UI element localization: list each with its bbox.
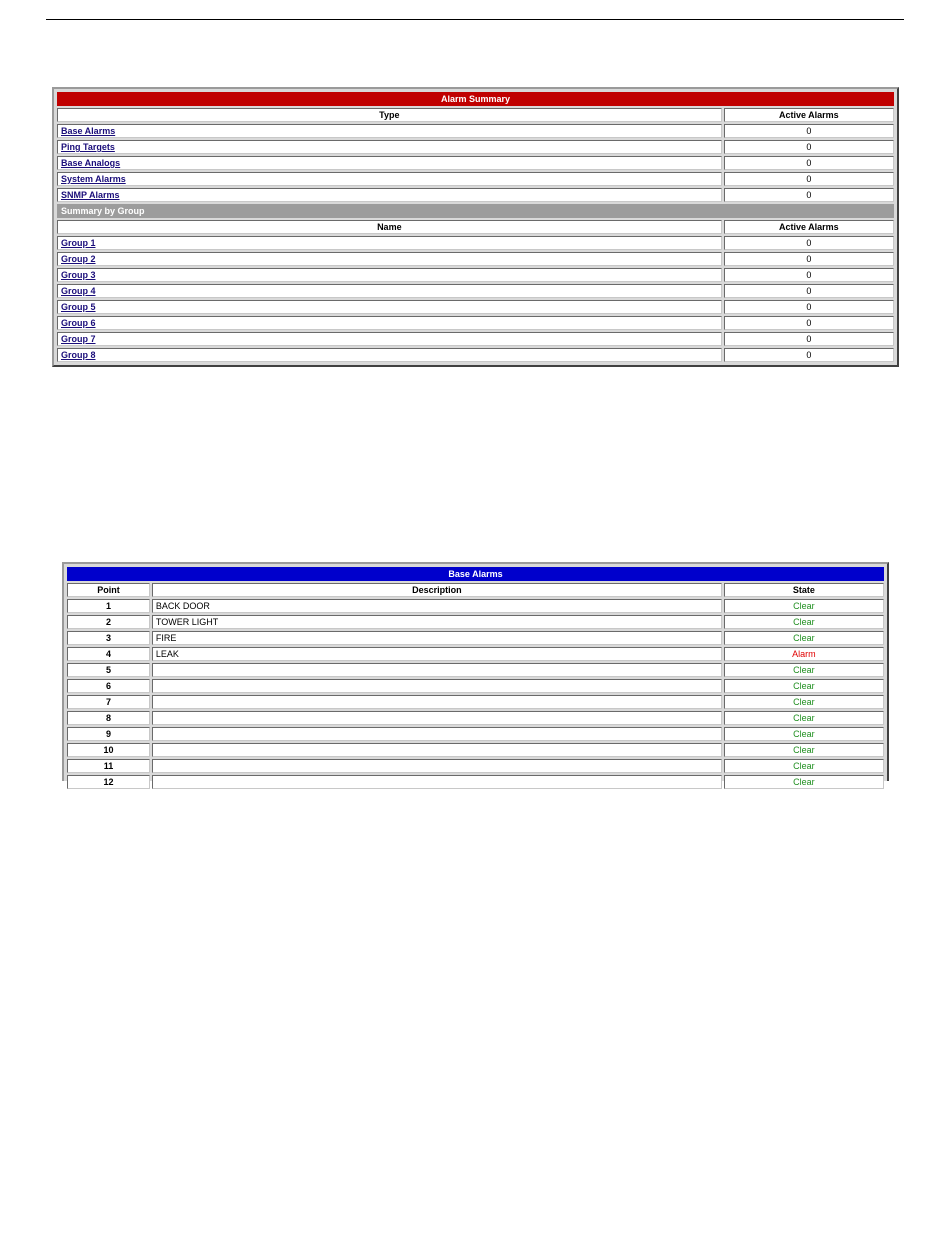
table-row (67, 743, 884, 757)
base-alarms-count: 0 (724, 124, 894, 138)
group-7-count: 0 (724, 332, 894, 346)
point-state-alarm: Alarm (724, 647, 884, 661)
group-1-link[interactable]: Group 1 (61, 238, 96, 248)
base-analogs-count: 0 (724, 156, 894, 170)
group-3-count: 0 (724, 268, 894, 282)
group-row (57, 236, 894, 250)
point-description (152, 775, 722, 789)
group-4-link[interactable]: Group 4 (61, 286, 96, 296)
point-state: Clear (724, 599, 884, 613)
point-state: Clear (724, 615, 884, 629)
point-number: 5 (67, 663, 150, 677)
point-number: 10 (67, 743, 150, 757)
summary-by-group-title: Summary by Group (57, 204, 894, 218)
base-alarms-title: Base Alarms (67, 567, 884, 581)
group-6-count: 0 (724, 316, 894, 330)
group-5-link[interactable]: Group 5 (61, 302, 96, 312)
group-6-link[interactable]: Group 6 (61, 318, 96, 328)
point-description (152, 695, 722, 709)
table-row (67, 759, 884, 773)
group-2-count: 0 (724, 252, 894, 266)
point-number: 7 (67, 695, 150, 709)
table-row (67, 711, 884, 725)
group-2-link[interactable]: Group 2 (61, 254, 96, 264)
point-description (152, 679, 722, 693)
group-active-alarms-column-header: Active Alarms (724, 220, 894, 234)
top-divider (46, 19, 904, 20)
group-cell (57, 236, 722, 250)
point-number: 8 (67, 711, 150, 725)
point-description (152, 711, 722, 725)
base-alarms-table (65, 565, 886, 791)
type-cell (57, 172, 722, 186)
point-description: TOWER LIGHT (152, 615, 722, 629)
point-description (152, 663, 722, 677)
point-number: 4 (67, 647, 150, 661)
table-row (67, 727, 884, 741)
point-state: Clear (724, 775, 884, 789)
point-number: 9 (67, 727, 150, 741)
table-row (67, 695, 884, 709)
table-row (67, 647, 884, 661)
group-8-link[interactable]: Group 8 (61, 350, 96, 360)
type-cell (57, 140, 722, 154)
base-alarms-panel (62, 562, 889, 787)
point-column-header: Point (67, 583, 150, 597)
point-state: Clear (724, 759, 884, 773)
description-column-header: Description (152, 583, 722, 597)
type-row (57, 124, 894, 138)
state-column-header: State (724, 583, 884, 597)
snmp-alarms-count: 0 (724, 188, 894, 202)
point-description: LEAK (152, 647, 722, 661)
system-alarms-link[interactable]: System Alarms (61, 174, 126, 184)
group-7-link[interactable]: Group 7 (61, 334, 96, 344)
system-alarms-count: 0 (724, 172, 894, 186)
type-row (57, 156, 894, 170)
point-description (152, 759, 722, 773)
type-row (57, 140, 894, 154)
table-row (67, 679, 884, 693)
base-alarms-link[interactable]: Base Alarms (61, 126, 116, 136)
type-cell (57, 156, 722, 170)
group-cell (57, 284, 722, 298)
point-state: Clear (724, 727, 884, 741)
table-row (67, 599, 884, 613)
point-state: Clear (724, 631, 884, 645)
point-state: Clear (724, 711, 884, 725)
group-row (57, 252, 894, 266)
ping-targets-link[interactable]: Ping Targets (61, 142, 115, 152)
point-state: Clear (724, 679, 884, 693)
group-row (57, 284, 894, 298)
point-number: 2 (67, 615, 150, 629)
point-number: 3 (67, 631, 150, 645)
group-3-link[interactable]: Group 3 (61, 270, 96, 280)
group-cell (57, 332, 722, 346)
name-column-header: Name (57, 220, 722, 234)
type-cell (57, 124, 722, 138)
point-number: 1 (67, 599, 150, 613)
point-state: Clear (724, 743, 884, 757)
point-number: 12 (67, 775, 150, 789)
group-row (57, 332, 894, 346)
group-row (57, 348, 894, 362)
table-row (67, 663, 884, 677)
group-cell (57, 316, 722, 330)
group-cell (57, 348, 722, 362)
group-row (57, 316, 894, 330)
point-description (152, 727, 722, 741)
point-state: Clear (724, 695, 884, 709)
alarm-summary-title: Alarm Summary (57, 92, 894, 106)
point-description (152, 743, 722, 757)
snmp-alarms-link[interactable]: SNMP Alarms (61, 190, 120, 200)
type-cell (57, 188, 722, 202)
point-description: BACK DOOR (152, 599, 722, 613)
table-row (67, 615, 884, 629)
group-cell (57, 252, 722, 266)
ping-targets-count: 0 (724, 140, 894, 154)
active-alarms-column-header: Active Alarms (724, 108, 894, 122)
group-8-count: 0 (724, 348, 894, 362)
table-row (67, 631, 884, 645)
table-row (67, 775, 884, 789)
group-cell (57, 268, 722, 282)
point-number: 11 (67, 759, 150, 773)
base-analogs-link[interactable]: Base Analogs (61, 158, 121, 168)
point-description: FIRE (152, 631, 722, 645)
point-number: 6 (67, 679, 150, 693)
point-state: Clear (724, 663, 884, 677)
type-column-header: Type (57, 108, 722, 122)
type-row (57, 188, 894, 202)
group-1-count: 0 (724, 236, 894, 250)
group-row (57, 268, 894, 282)
group-cell (57, 300, 722, 314)
type-row (57, 172, 894, 186)
group-4-count: 0 (724, 284, 894, 298)
alarm-summary-panel (52, 87, 899, 367)
alarm-summary-table (55, 90, 896, 364)
group-row (57, 300, 894, 314)
group-5-count: 0 (724, 300, 894, 314)
